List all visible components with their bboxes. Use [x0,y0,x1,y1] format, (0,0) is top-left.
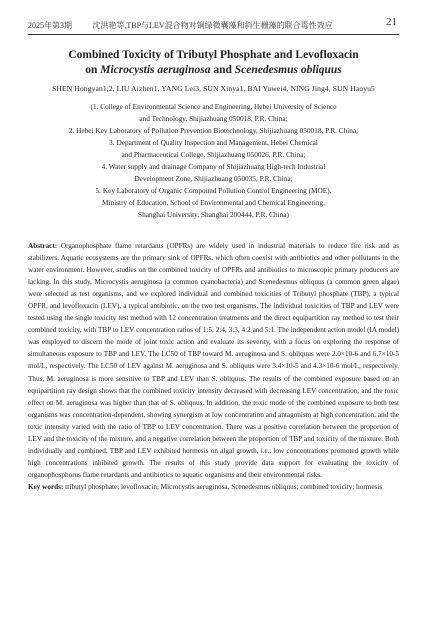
title-species-2: Scenedesmus obliquus [234,64,342,76]
keywords-paragraph [28,481,399,493]
affiliation-line: (1. College of Environmental Science and Engineering, Hebei University of Science [90,102,337,111]
title-species-1: Microcystis aeruginosa [100,64,211,76]
running-title: 沈洪艳等,TBP与LEV混合物对铜绿微囊藻和斜生栅藻的联合毒性效应 [92,21,333,30]
affiliation-line: and Technology, Shijiazhuang 050018, P.R. China; [139,114,288,123]
paper-title [28,48,399,78]
title-part: on [85,64,101,76]
abstract-section [28,240,399,493]
affiliation-line: 2. Hebei Key Laboratory of Pollution Prevention Biotechnology, Shijiazhuang 050018, P.R. China; [68,126,359,135]
affiliation-line: 4. Water supply and drainage Company of Shijiazhuang High-tech Industrial [101,162,326,171]
keywords-label: Key words: [28,482,64,491]
affiliation-line: Ministry of Education, School of Environmental and Chemical Engineering, [102,198,325,207]
abstract-paragraph [28,240,399,481]
title-line-2 [28,63,399,78]
affiliation-line: Shanghai University, Shanghai 200444, P.R. China) [138,210,289,219]
affiliation-line: 3. Department of Quality Inspection and Management, Hebei Chemical [109,138,318,147]
abstract-label: Abstract: [28,242,58,250]
page-number: 21 [386,16,397,28]
affiliation-line: and Pharmaceutical College, Shijiazhuang 050026, P.R. China; [121,150,306,159]
affiliation-line: Development Zone, Shijiazhuang 050035, P.R. China; [134,174,293,183]
affiliations [48,101,379,221]
issue-label: 2025年第3期 [28,21,72,30]
abstract-text: Organophosphate flame retardants (OPFRs) are widely used in industrial materials to reduce fire risk and as stabilizers. Aquatic ecosystems are the primary sink of OPFRs, which often coexist with antibiotics and other pollutants in the water environment. However, studies on the combined toxicity of OPFRs and antibiotics to microscopic primary producers are lacking. In this study, Microcystis aeruginosa (a common cyanobacteria) and Scenedesmus obliquus (a common green algae) were selected as test organisms, and we explored individual and combined toxicities of Tributyl phosphate (TBP), a typical OPFR, and levofloxacin (LEV), a typical antibiotic, on the two test organisms. The individual toxicities of TBP and LEV were tested using the single toxicity test method with 12 concentration treatments and the direct equipartition ray method to test their combined toxicity, with TBP to LEV concentration ratios of 1:5, 2:4, 3:3, 4:2 and 5:1. The independent action model (IA model) was employed to discern the mode of joint toxic action and evaluate its severity, with a focus on exploring the response of simultaneous exposure to TBP and LEV. The LC50 of TBP toward M. aeruginosa and S. obliquus were 2.0×10-6 and 6.7×10-5 mol/L, respectively. The LC50 of LEV against M. aeruginosa and S. obliquus were 3.4×10-5 and 4.3×10-6 mol/L, respectively. Thus, M. aeruginosa is more sensitive to TBP and LEV than S. obliquus. The results of the combined exposure based on an equipartition ray design shows that the combined toxicity intensity decreased with decreasing LEV concentration, and the toxic effect on M. aeruginosa was higher than that of S. obliquus. In addition, the toxic mode of the combined exposure to both test organisms was concentration-dependent, showing synergism at low concentration and antagonism at high concentration, and the toxic intensity varied with the ratio of TBP to LEV concentration. There was a positive correlation between the proportion of LEV and the toxicity of the mixture, and a negative correlation between the proportion of TBP and toxicity of the mixture. Both individually and combined, TBP and LEV exhibited hormesis on algal growth, i.e., low concentrations promoted growth while high concentrations inhibited growth. The results of this study provide data support for evaluating the toxicity of organophosphorus flame retardants and antibiotics to aquatic organisms and their environmental risks. [28,242,399,479]
author-list: SHEN Hongyan1,2, LIU Aizhen1, YANG Lei3, SUN Xinya1, BAI Yuwei4, NING Jing4, SUN Haoyu5 [52,84,375,93]
header-rule [28,34,399,35]
keywords-text: tributyl phosphate; levofloxacin; Microcystis aeruginosa, Scenedesmus obliquus; combined toxicity; hormesis [65,482,383,491]
running-header [28,16,397,32]
title-part: and [210,64,235,76]
title-line-1: Combined Toxicity of Tributyl Phosphate and Levofloxacin [68,49,359,61]
affiliation-line: 5. Key Laboratory of Organic Compound Pollution Control Engineering (MOE), [95,186,332,195]
